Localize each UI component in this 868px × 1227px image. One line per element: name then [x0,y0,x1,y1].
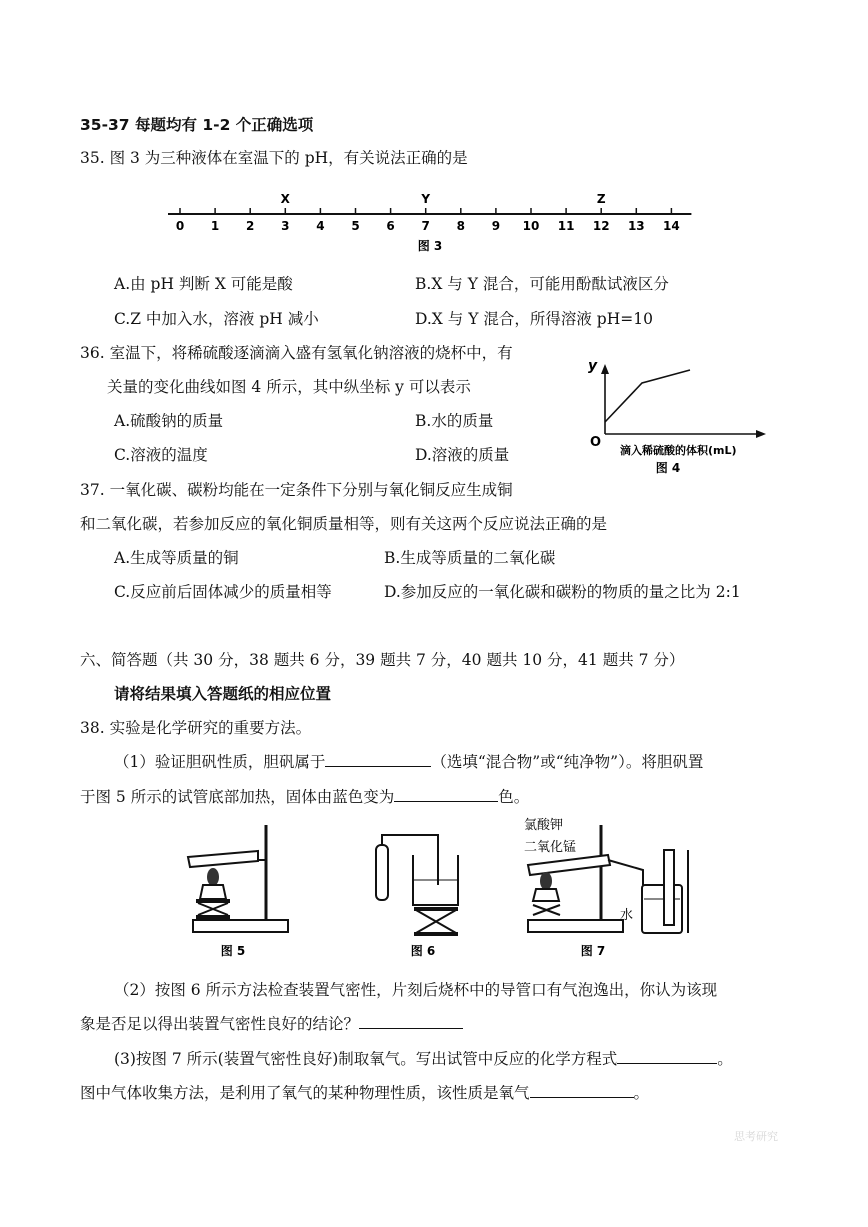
q38-part3-line2 [80,1081,649,1103]
ph-marker-x: X [280,192,290,206]
q38-p1-text-c: 于图 5 所示的试管底部加热，固体由蓝色变为 [80,788,395,806]
figure-4-caption: 图 4 [655,461,681,475]
q38-part2-line2 [80,1012,463,1034]
q38-part3-line1 [114,1047,733,1069]
ph-marker-z: Z [596,192,606,206]
ph-tick-label: 14 [663,219,680,233]
q35-option-d: D.X 与 Y 混合，所得溶液 pH=10 [415,310,653,328]
q35-option-b: B.X 与 Y 混合，可能用酚酞试液区分 [415,275,669,293]
ph-tick-label: 4 [316,219,325,233]
ph-tick-label: 8 [456,219,465,233]
q38-p1-text-b: （选填“混合物”或“纯净物”）。将胆矾置 [431,753,704,771]
q37-option-b: B.生成等质量的二氧化碳 [384,549,556,567]
ph-tick-label: 11 [557,219,575,233]
ph-tick-label: 0 [175,219,185,233]
ph-tick-label: 10 [522,219,540,233]
q37-option-d: D.参加反应的一氧化碳和碳粉的物质的量之比为 2:1 [384,583,741,601]
answer-blank-3[interactable] [359,1014,463,1029]
q38-part1-line2 [80,785,529,807]
figure-6-apparatus [376,835,458,936]
ph-tick-label: 9 [491,219,501,233]
q36-option-a: A.硫酸钠的质量 [114,412,224,430]
figure-6-caption: 图 6 [410,944,436,958]
answer-blank-2[interactable] [394,787,498,802]
y-axis-label: y [588,358,598,374]
q38-part2-line1: （2）按图 6 所示方法检查装置气密性，片刻后烧杯中的导管口有气泡逸出，你认为该现 [114,981,718,999]
q37-stem-line2: 和二氧化碳，若参加反应的氧化铜质量相等，则有关这两个反应说法正确的是 [80,515,608,533]
q38-p1-text-a: （1）验证胆矾性质，胆矾属于 [114,753,326,771]
figure-7-label-manganese-dioxide: 二氧化锰 [524,840,577,855]
q36-option-c: C.溶液的温度 [114,446,208,464]
q38-part1-line1 [114,750,703,772]
q36-stem-line1: 36. 室温下，将稀硫酸逐滴滴入盛有氢氧化钠溶液的烧杯中，有 [80,344,513,362]
curve [605,370,690,422]
q38-p1-text-d: 色。 [498,788,530,806]
q37-stem-line1: 37. 一氧化碳、碳粉均能在一定条件下分别与氧化铜反应生成铜 [80,481,513,499]
q38-stem: 38. 实验是化学研究的重要方法。 [80,719,312,737]
ph-tick-label: 5 [351,219,360,233]
q38-p3-text-b-end: 。 [633,1084,650,1102]
ph-tick-label: 12 [592,219,610,233]
q37-option-a: A.生成等质量的铜 [114,549,239,567]
x-axis-arrow-icon [756,430,766,438]
figure-7-label-potassium-chlorate: 氯酸钾 [524,818,564,833]
q36-stem-line2: 关量的变化曲线如图 4 所示，其中纵坐标 y 可以表示 [107,378,471,396]
answer-blank-5[interactable] [530,1083,634,1098]
origin-label: O [590,435,602,450]
ph-tick-label: 6 [386,219,395,233]
figure-7-caption: 图 7 [580,944,606,958]
q35-option-c: C.Z 中加入水，溶液 pH 减小 [114,310,319,328]
q35-stem: 35. 图 3 为三种液体在室温下的 pH，有关说法正确的是 [80,149,468,167]
q38-p3-text-a-end: 。 [717,1050,733,1068]
apparatus-figures [168,815,788,965]
ph-scale-figure [168,182,708,262]
section-6-title: 六、简答题（共 30 分，38 题共 6 分，39 题共 7 分，40 题共 10 分，41 题共 7 分） [80,651,685,669]
figure-4-graph [580,352,780,477]
ph-tick-label: 1 [210,219,220,233]
ph-marker-y: Y [421,192,431,206]
q38-p3-text-a: (3)按图 7 所示(装置气密性良好)制取氧气。写出试管中反应的化学方程式 [114,1050,618,1068]
q38-p2-text-b: 象是否足以得出装置气密性良好的结论？ [80,1015,360,1033]
x-axis-label: 滴入稀硫酸的体积(mL) [620,444,737,457]
ph-tick-label: 13 [627,219,645,233]
figure-7-label-water: 水 [620,908,634,923]
q37-option-c: C.反应前后固体减少的质量相等 [114,583,332,601]
figure-3-caption: 图 3 [417,239,443,253]
answer-blank-1[interactable] [325,752,431,767]
y-axis-arrow-icon [601,364,609,374]
watermark: 思考研究 [734,1130,778,1143]
answer-blank-4[interactable] [617,1049,717,1064]
q36-option-d: D.溶液的质量 [415,446,510,464]
q38-p3-text-b: 图中气体收集方法，是利用了氧气的某种物理性质，该性质是氧气 [80,1084,530,1102]
section-6-instruction: 请将结果填入答题纸的相应位置 [114,685,332,703]
q36-option-b: B.水的质量 [415,412,494,430]
section-note: 35-37 每题均有 1-2 个正确选项 [80,116,314,134]
figure-5-apparatus [188,825,288,932]
figure-5-caption: 图 5 [220,944,246,958]
q35-option-a: A.由 pH 判断 X 可能是酸 [114,275,293,293]
ph-tick-label: 3 [281,219,290,233]
ph-tick-label: 2 [246,219,255,233]
ph-tick-label: 7 [421,219,430,233]
